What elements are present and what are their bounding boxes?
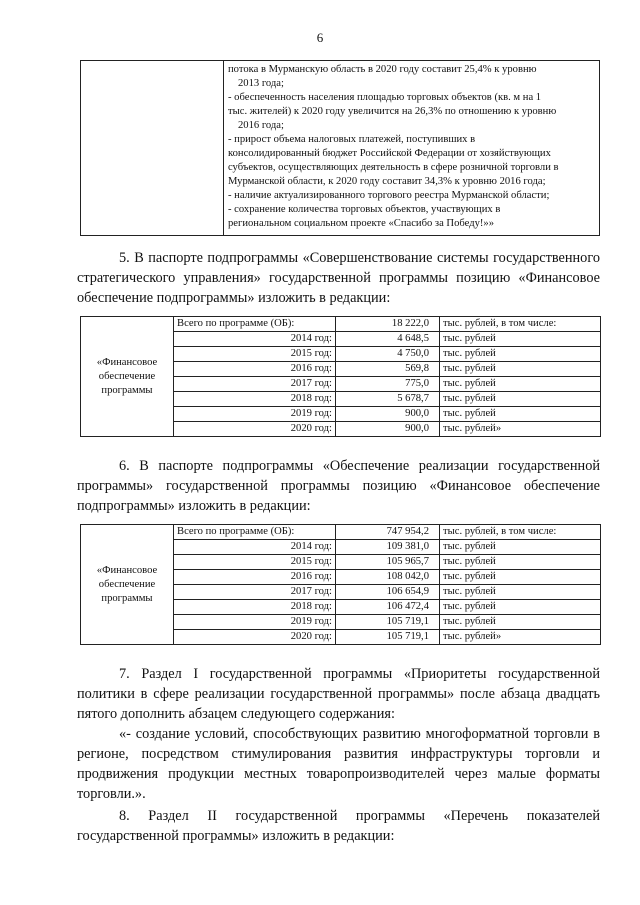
amount-cell: 105 719,1 xyxy=(336,630,440,645)
amount-cell: 109 381,0 xyxy=(336,540,440,555)
finance-label: «Финансовое обеспечение программы xyxy=(81,317,174,437)
section-7-quote: «- создание условий, способствующих развитию многоформатной торговли в регионе, посредством стимулирования развития инфраструктуры торговли и продвижения продукции местных товаропроизводителей через малые форматы торговли.». xyxy=(77,726,600,802)
section-5-text: 5. В паспорте подпрограммы «Совершенствование системы государственного стратегического управления» государственной программы позицию «Финансовое обеспечение подпрограммы» изложить в редакции: xyxy=(77,250,600,306)
indicator-line: - прирост объема налоговых платежей, поступивших в xyxy=(228,134,476,145)
year-cell: 2015 год: xyxy=(174,347,336,362)
unit-cell: тыс. рублей xyxy=(440,570,601,585)
amount-cell: 775,0 xyxy=(336,377,440,392)
amount-cell: 747 954,2 xyxy=(336,525,440,540)
year-cell: 2020 год: xyxy=(174,630,336,645)
year-cell: 2017 год: xyxy=(174,377,336,392)
year-cell: 2017 год: xyxy=(174,585,336,600)
year-cell: 2018 год: xyxy=(174,392,336,407)
unit-cell: тыс. рублей xyxy=(440,555,601,570)
year-cell: 2014 год: xyxy=(174,332,336,347)
indicator-line: - наличие актуализированного торгового реестра Мурманской области; xyxy=(228,190,550,201)
year-cell: 2019 год: xyxy=(174,407,336,422)
indicator-line: - сохранение количества торговых объектов, участвующих в xyxy=(228,204,501,215)
section-7-text: 7. Раздел I государственной программы «Приоритеты государственной политики в сфере реализации государственной программы» после абзаца двадцать пятого дополнить абзацем следующего содержания: xyxy=(77,666,600,722)
amount-cell: 900,0 xyxy=(336,407,440,422)
finance-label: «Финансовое обеспечение программы xyxy=(81,525,174,645)
indicator-line: Мурманской области, к 2020 году составит 34,3% к уровню 2016 года; xyxy=(228,176,546,187)
indicator-line: - обеспеченность населения площадью торговых объектов (кв. м на 1 xyxy=(228,92,542,103)
unit-cell: тыс. рублей xyxy=(440,347,601,362)
indicators-cell xyxy=(224,61,600,236)
year-cell: Всего по программе (ОБ): xyxy=(174,525,336,540)
amount-cell: 106 472,4 xyxy=(336,600,440,615)
amount-cell: 106 654,9 xyxy=(336,585,440,600)
year-cell: 2016 год: xyxy=(174,362,336,377)
unit-cell: тыс. рублей» xyxy=(440,422,601,437)
indicator-line: тыс. жителей) к 2020 году увеличится на 26,3% по отношению к уровню xyxy=(228,106,557,117)
indicator-line: консолидированный бюджет Российской Федерации от хозяйствующих xyxy=(228,148,551,159)
unit-cell: тыс. рублей xyxy=(440,615,601,630)
amount-cell: 569,8 xyxy=(336,362,440,377)
unit-cell: тыс. рублей xyxy=(440,392,601,407)
year-cell: 2020 год: xyxy=(174,422,336,437)
page-number: 6 xyxy=(316,30,324,45)
section-8-text: 8. Раздел II государственной программы «Перечень показателей государственной программы» изложить в редакции: xyxy=(77,808,600,844)
amount-cell: 105 719,1 xyxy=(336,615,440,630)
unit-cell: тыс. рублей xyxy=(440,585,601,600)
unit-cell: тыс. рублей xyxy=(440,600,601,615)
unit-cell: тыс. рублей, в том числе: xyxy=(440,525,601,540)
indicator-line: потока в Мурманскую область в 2020 году составит 25,4% к уровню xyxy=(228,64,537,75)
continued-table xyxy=(80,60,600,236)
year-cell: 2016 год: xyxy=(174,570,336,585)
unit-cell: тыс. рублей xyxy=(440,377,601,392)
amount-cell: 18 222,0 xyxy=(336,317,440,332)
finance-table-6 xyxy=(80,524,601,645)
amount-cell: 900,0 xyxy=(336,422,440,437)
amount-cell: 4 648,5 xyxy=(336,332,440,347)
year-cell: 2018 год: xyxy=(174,600,336,615)
unit-cell: тыс. рублей xyxy=(440,407,601,422)
empty-left-cell xyxy=(81,61,224,236)
unit-cell: тыс. рублей, в том числе: xyxy=(440,317,601,332)
amount-cell: 5 678,7 xyxy=(336,392,440,407)
indicator-line: 2013 года; xyxy=(238,78,284,89)
unit-cell: тыс. рублей» xyxy=(440,630,601,645)
year-cell: 2019 год: xyxy=(174,615,336,630)
amount-cell: 108 042,0 xyxy=(336,570,440,585)
amount-cell: 105 965,7 xyxy=(336,555,440,570)
unit-cell: тыс. рублей xyxy=(440,362,601,377)
indicator-line: субъектов, осуществляющих деятельность в сфере розничной торговли в xyxy=(228,162,559,173)
section-6-text: 6. В паспорте подпрограммы «Обеспечение реализации государственной программы» государственной программы позицию «Финансовое обеспечение подпрограммы» изложить в редакции: xyxy=(77,458,600,514)
year-cell: 2014 год: xyxy=(174,540,336,555)
year-cell: 2015 год: xyxy=(174,555,336,570)
finance-table-5 xyxy=(80,316,601,437)
unit-cell: тыс. рублей xyxy=(440,332,601,347)
amount-cell: 4 750,0 xyxy=(336,347,440,362)
indicator-line: 2016 года; xyxy=(238,120,284,131)
year-cell: Всего по программе (ОБ): xyxy=(174,317,336,332)
unit-cell: тыс. рублей xyxy=(440,540,601,555)
indicator-line: региональном социальном проекте «Спасибо за Победу!»» xyxy=(228,218,495,229)
